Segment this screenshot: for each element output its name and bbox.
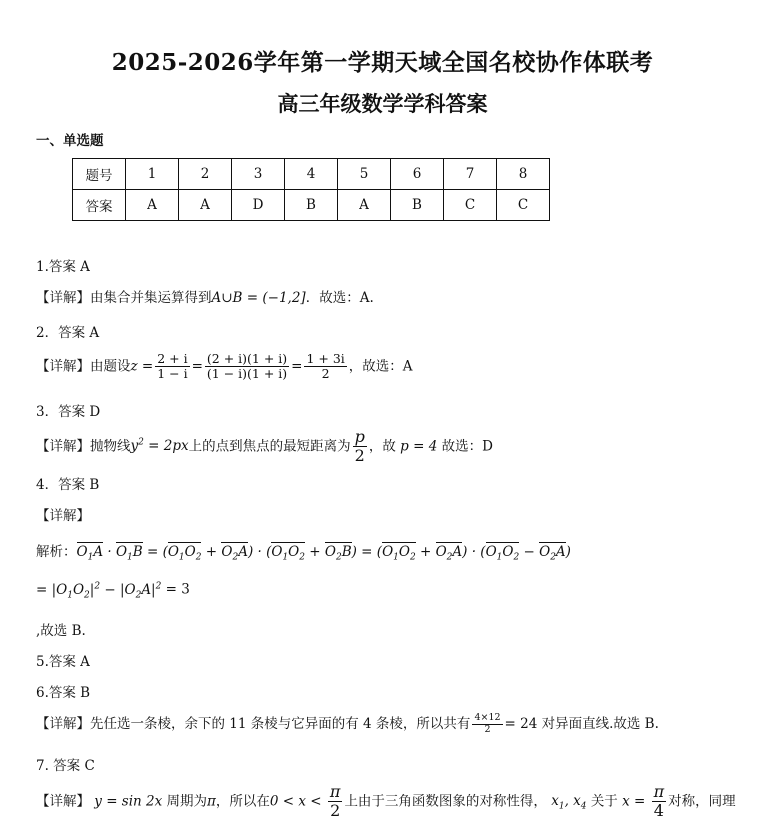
q2-text-a: 由题设	[90, 358, 131, 375]
q7-math-pi: π	[207, 793, 216, 810]
table-cell: 4	[285, 159, 338, 190]
detail-tag: 【详解】	[36, 438, 90, 455]
q2-frac-2: $\frac{(2 + i)(1 + i)}{(1 - i)(1 + i)}$	[206, 351, 288, 382]
table-cell: 3	[232, 159, 285, 190]
q3-math-parabola: $y^2 = 2px$	[130, 437, 189, 455]
table-cell: 1	[126, 159, 179, 190]
q3-text-b: 上的点到焦点的最短距离为	[188, 438, 351, 455]
q7-math-x: x =	[617, 793, 650, 810]
q3-text-a: 抛物线	[90, 438, 131, 455]
q7-math-interval: 0 < x <	[269, 793, 326, 810]
table-cell: 5	[338, 159, 391, 190]
q7-math-func: y = sin 2x	[90, 793, 167, 810]
q1-text-b: ．故选：A.	[305, 290, 374, 306]
q3-math-p: p = 4	[395, 438, 442, 455]
table-cell: 7	[444, 159, 497, 190]
q5-answer: 5.答案 A	[36, 654, 90, 670]
q4-detail-tag: 【详解】	[36, 508, 90, 524]
q1-math: A∪B = (−1,2]	[211, 290, 306, 306]
table-cell: C	[444, 190, 497, 221]
q1-detail	[36, 286, 374, 306]
detail-tag: 【详解】	[36, 716, 90, 732]
q3-frac: $\frac{p}{2}$	[354, 427, 365, 466]
table-row-numbers	[73, 159, 550, 190]
table-cell: 6	[391, 159, 444, 190]
q4-result: = 3	[165, 581, 190, 598]
q7-text-e: 对称，同理	[668, 793, 736, 810]
q4-result-line	[36, 581, 190, 600]
table-cell: 2	[179, 159, 232, 190]
q7-text-a: 周期为	[166, 793, 208, 810]
q7-frac-2: $\frac{\pi}{4}$	[653, 782, 665, 821]
q4-vector-expression: $O_1A \cdot O_1B = (O_1O_2 + O_2A) \cdot (O_1O_2 + O_2B) = (O_1O_2 + O_2A) \cdot (O_1O_2 - O_2A)$	[76, 544, 571, 563]
q4-end: ,故选 B.	[36, 623, 86, 639]
q4-answer: 4．答案 B	[36, 477, 100, 493]
answer-table	[72, 158, 550, 221]
table-cell: B	[285, 190, 338, 221]
q7-text-d: 关于	[590, 793, 618, 810]
q7-text-c: 上由于三角函数图象的对称性得，	[344, 793, 547, 810]
q6-detail	[36, 712, 659, 736]
detail-tag: 【详解】	[36, 290, 90, 306]
q7-frac-1: $\frac{\pi}{2}$	[329, 782, 341, 821]
table-cell: 8	[497, 159, 550, 190]
q3-detail	[36, 428, 493, 466]
q2-frac-1: $\frac{2 + i}{1 - i}$	[157, 351, 188, 382]
q2-answer: 2．答案 A	[36, 325, 100, 341]
table-cell: A	[338, 190, 391, 221]
q6-text-b: = 24 对异面直线.故选 B.	[504, 716, 659, 732]
q6-frac: $\frac{4\times 12}{2}$	[474, 712, 501, 735]
q3-text-d: 故选：D	[441, 438, 493, 455]
table-cell: C	[497, 190, 550, 221]
q3-answer: 3．答案 D	[36, 404, 101, 420]
q4-analysis-label: 解析：	[36, 544, 77, 560]
q3-text-c: ，故	[368, 438, 396, 455]
q4-modulus-expression: = $|O_1O_2|^2 - |O_2A|^2$	[36, 581, 162, 601]
section-heading: 一、单选题	[36, 133, 104, 149]
q2-math-z: z =	[130, 358, 154, 375]
table-row-answers	[73, 190, 550, 221]
q7-answer: 7. 答案 C	[36, 758, 95, 774]
q2-detail: 【详解】由题设z = $\frac{2 + i}{1 - i}$ = $\frac{(2 + i)(1 + i)}{(1 - i)(1 + i)}$ = $\frac{1 + 3i}{2}$ ，故选：A	[36, 351, 413, 382]
table-cell: B	[391, 190, 444, 221]
q2-text-b: ，故选：A	[348, 358, 413, 375]
table-cell: A	[179, 190, 232, 221]
table-cell: D	[232, 190, 285, 221]
q6-answer: 6.答案 B	[36, 685, 91, 701]
q6-text-a: 先任选一条棱，余下的 11 条棱与它异面的有 4 条棱，所以共有	[90, 716, 471, 732]
q7-text-b: ，所以在	[215, 793, 270, 810]
q2-frac-3: $\frac{1 + 3i}{2}$	[306, 351, 345, 382]
q7-math-x1x4: $x_1$, $x_4$	[546, 793, 587, 813]
q7-detail	[36, 783, 736, 821]
table-cell: A	[126, 190, 179, 221]
table-header-label: 题号	[73, 159, 126, 190]
table-answer-label: 答案	[73, 190, 126, 221]
detail-tag: 【详解】	[36, 793, 90, 810]
detail-tag: 【详解】	[36, 358, 90, 375]
document-subtitle: 高三年级数学学科答案	[277, 91, 488, 116]
q4-analysis	[36, 540, 571, 563]
document-title: 2025-2026学年第一学期天域全国名校协作体联考	[111, 49, 654, 76]
q1-text-a: 由集合并集运算得到	[90, 290, 212, 306]
q1-answer: 1.答案 A	[36, 259, 90, 275]
